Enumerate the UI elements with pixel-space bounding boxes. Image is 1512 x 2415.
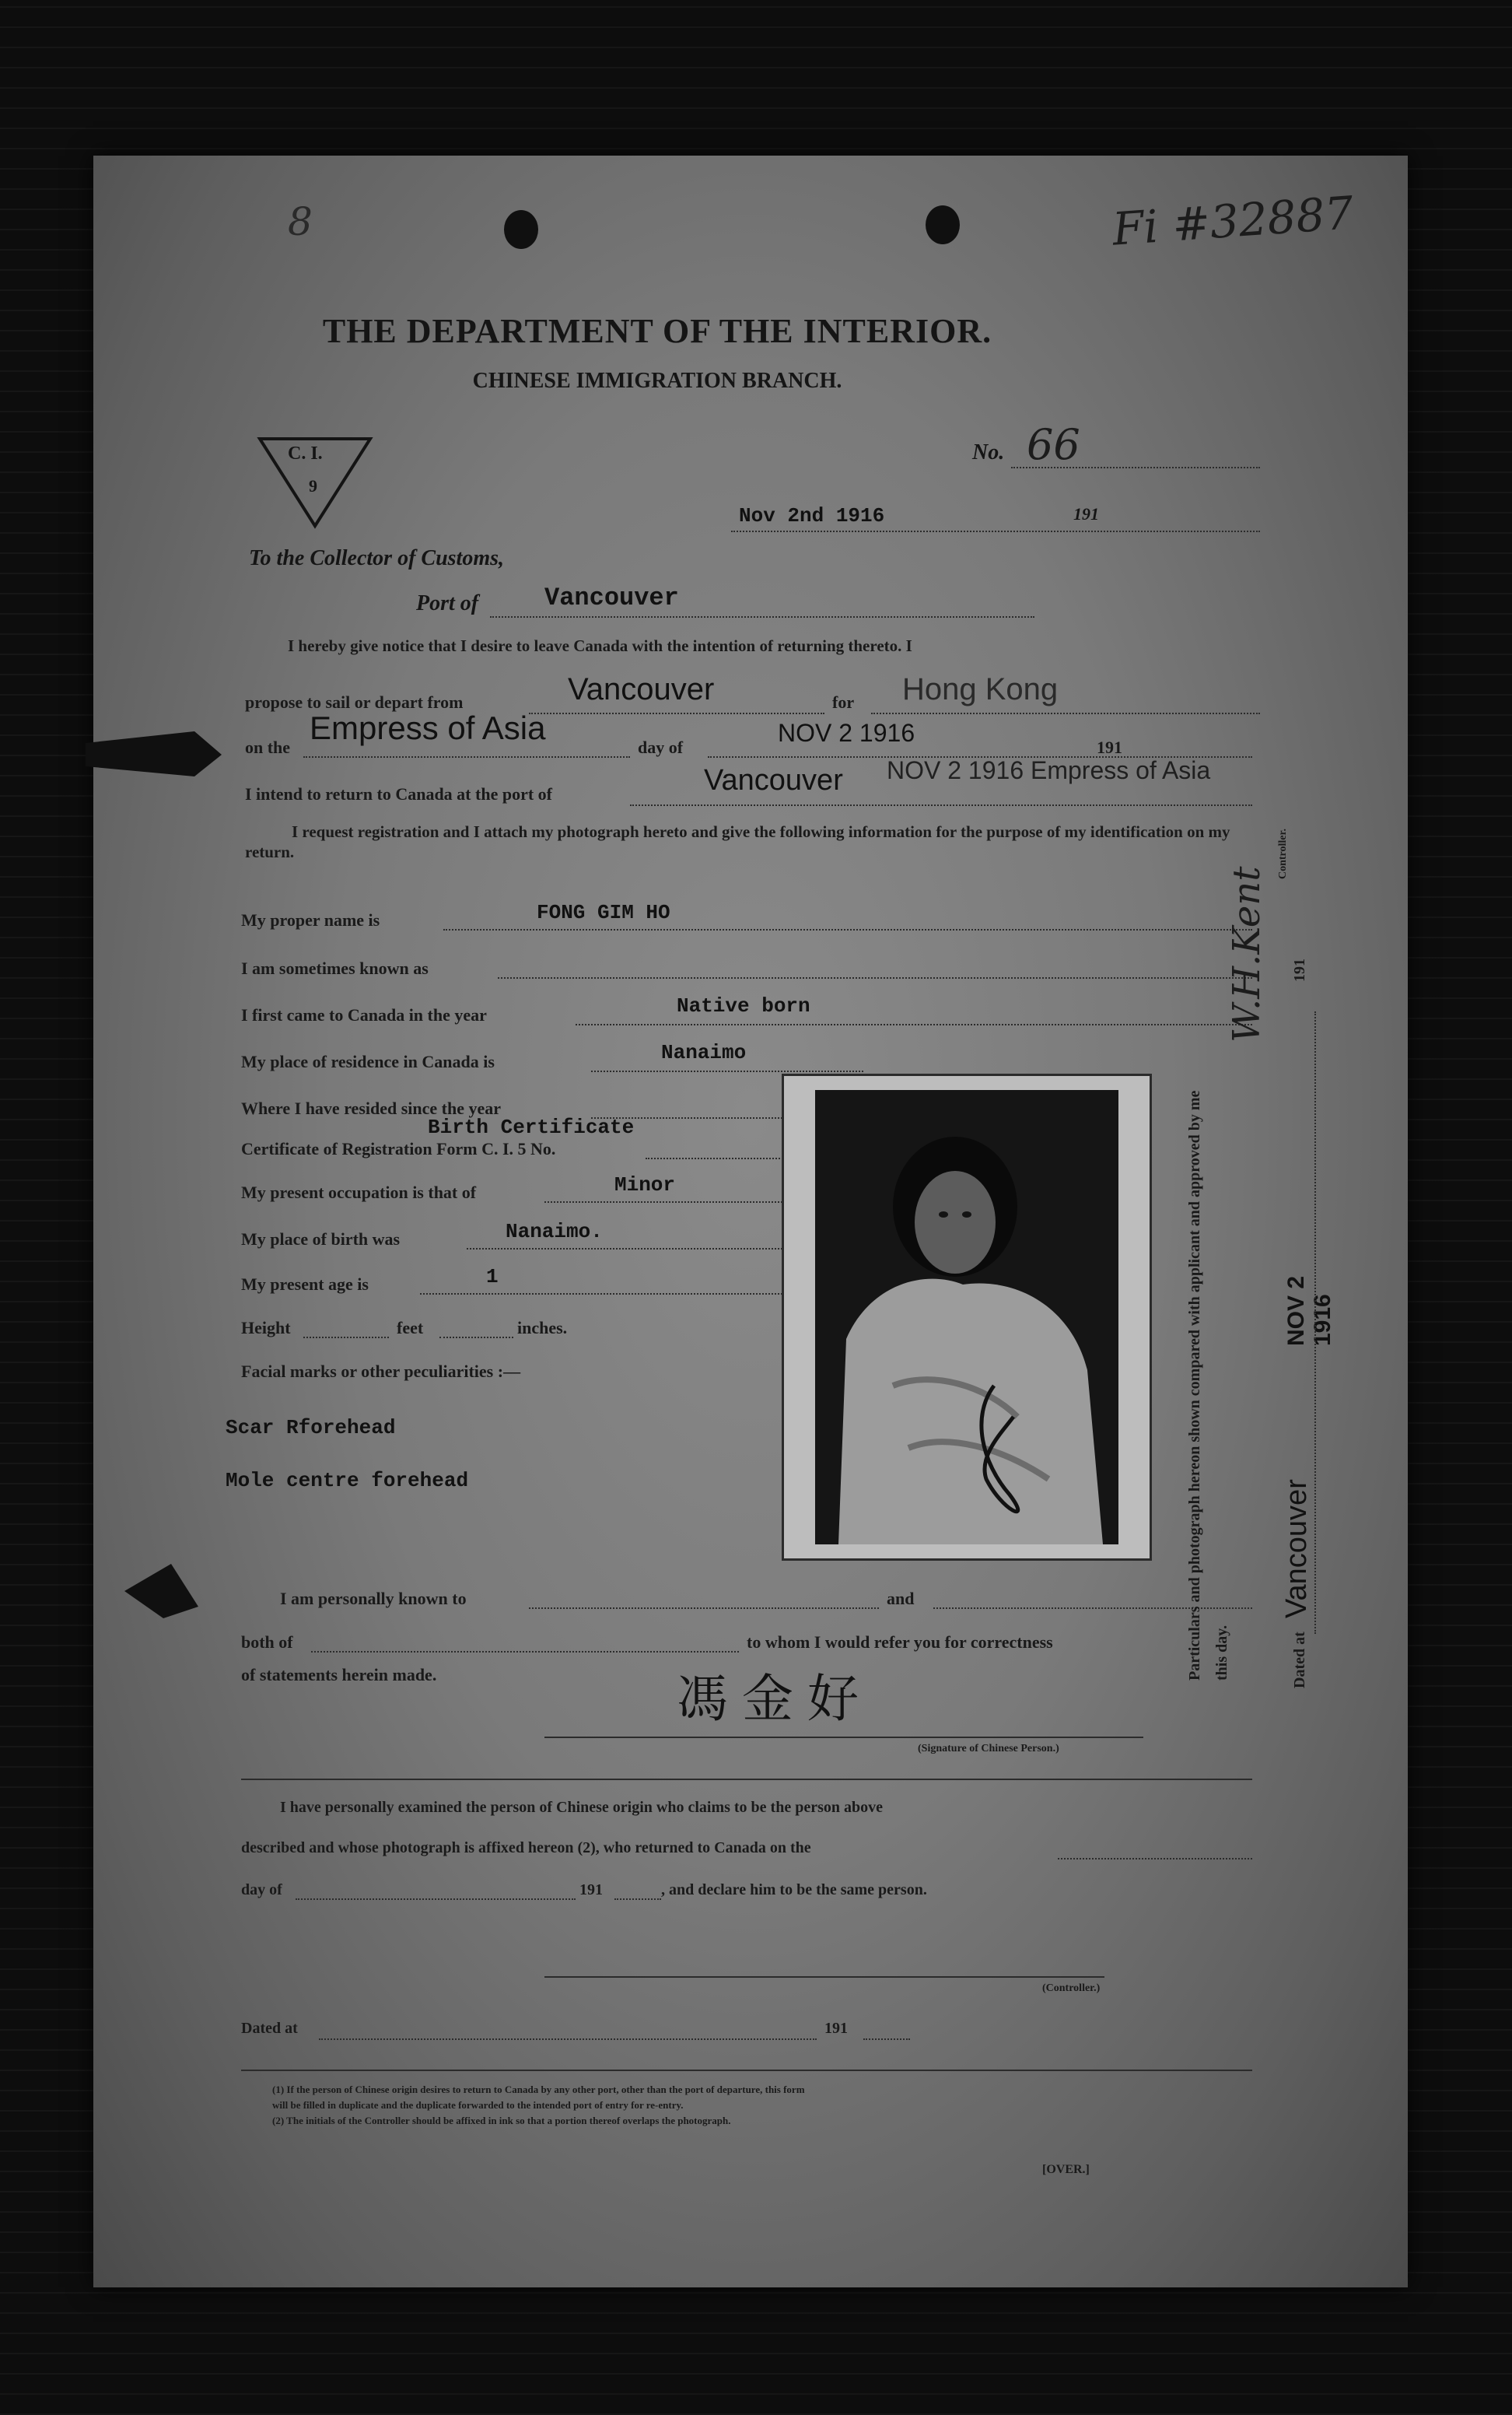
form-date-suffix: 191 <box>1073 504 1099 524</box>
field-residence-value: Nanaimo <box>661 1041 747 1064</box>
field-age-value: 1 <box>486 1265 499 1288</box>
dated-at-label: Dated at <box>241 2020 298 2037</box>
port-label: Port of <box>416 591 479 615</box>
footnote-3: (2) The initials of the Controller should be affixed in ink so that a portion thereof overlaps the photograph. <box>272 2115 731 2126</box>
side-certification: Particulars and photograph hereon shown compared with applicant and approved by me <box>1186 1090 1203 1681</box>
return-overlay-stamp: NOV 2 1916 Empress of Asia <box>887 756 1211 784</box>
known-to-label: I am personally known to <box>280 1589 467 1608</box>
examination-line-1: I have personally examined the person of Chinese origin who claims to be the person above <box>280 1799 883 1816</box>
for-label: for <box>832 692 855 712</box>
applicant-photograph-frame <box>782 1074 1152 1561</box>
field-occupation-label: My present occupation is that of <box>241 1183 477 1202</box>
field-residence-label: My place of residence in Canada is <box>241 1052 495 1071</box>
field-certificate-label: Certificate of Registration Form C. I. 5 No. <box>241 1139 556 1158</box>
addressee: To the Collector of Customs, <box>249 546 505 570</box>
department-title: THE DEPARTMENT OF THE INTERIOR. <box>322 312 992 350</box>
footnote-1: (1) If the person of Chinese origin desires to return to Canada by any other port, other than the port of departure, this form <box>272 2084 805 2095</box>
ship-name: Empress of Asia <box>310 710 546 746</box>
return-port: Vancouver <box>704 764 843 797</box>
examination-line-2: described and whose photograph is affixed hereon (2), who returned to Canada on the <box>241 1839 811 1856</box>
immigration-form <box>93 156 1408 2287</box>
field-proper-name-label: My proper name is <box>241 910 380 930</box>
field-first-came-label: I first came to Canada in the year <box>241 1005 487 1025</box>
binding-tab-lower <box>124 1564 202 1618</box>
exam-day-label: day of <box>241 1881 282 1898</box>
refer-label: to whom I would refer you for correctness <box>747 1632 1053 1652</box>
depart-from: Vancouver <box>568 672 715 706</box>
statements-label: of statements herein made. <box>241 1665 437 1684</box>
field-age-label: My present age is <box>241 1274 369 1294</box>
field-proper-name-value: FONG GIM HO <box>537 901 670 924</box>
exam-year-label: 191 <box>579 1881 603 1898</box>
height-label: Height <box>241 1318 291 1337</box>
no-label: No. <box>972 440 1005 464</box>
facial-mark-1: Scar Rforehead <box>226 1416 396 1439</box>
controller-caption: (Controller.) <box>1042 1982 1101 1994</box>
field-resided-since-label: Where I have resided since the year <box>241 1099 502 1118</box>
form-serial-number: 66 <box>1027 420 1080 469</box>
footnote-2: will be filled in duplicate and the duplicate forwarded to the intended port of entry for re-entry. <box>272 2099 684 2111</box>
punch-hole-left <box>504 210 538 249</box>
form-number: 9 <box>309 476 317 496</box>
facial-mark-2: Mole centre forehead <box>226 1469 469 1492</box>
side-year-label: 191 <box>1291 959 1308 982</box>
destination: Hong Kong <box>902 672 1059 706</box>
file-reference: Fi #32887 <box>1111 186 1356 256</box>
side-controller-label: Controller. <box>1277 829 1289 879</box>
branch-subtitle: CHINESE IMMIGRATION BRANCH. <box>472 369 842 393</box>
applicant-photograph <box>815 1090 1118 1544</box>
notice-text: I hereby give notice that I desire to leave Canada with the intention of returning thereto. I <box>288 636 912 655</box>
signature-caption: (Signature of Chinese Person.) <box>918 1743 1059 1754</box>
height-inches-label: inches. <box>517 1318 568 1337</box>
propose-label: propose to sail or depart from <box>245 692 464 712</box>
side-dated-at: Dated at <box>1291 1632 1308 1688</box>
on-the-label: on the <box>245 738 291 757</box>
both-of-label: both of <box>241 1632 293 1652</box>
field-first-came-value: Native born <box>677 994 810 1018</box>
side-controller-initials: W.H.Kent <box>1225 866 1269 1043</box>
request-text: I request registration and I attach my photograph hereto and give the following information for the purpose of my identification on my return. <box>245 822 1230 861</box>
day-of-label: day of <box>638 738 684 757</box>
field-certificate-value: Birth Certificate <box>428 1116 635 1139</box>
field-occupation-value: Minor <box>614 1173 676 1197</box>
and-label: and <box>887 1589 915 1608</box>
port-value: Vancouver <box>544 584 679 612</box>
chinese-signature: 馮金好 <box>677 1669 873 1729</box>
side-stamp-date: NOV 2 1916 <box>1283 1275 1335 1346</box>
over-mark: [OVER.] <box>1042 2163 1090 2176</box>
height-feet-label: feet <box>397 1318 424 1337</box>
field-birthplace-value: Nanaimo. <box>506 1220 603 1243</box>
field-birthplace-label: My place of birth was <box>241 1229 401 1249</box>
facial-marks-label: Facial marks or other peculiarities :— <box>241 1362 521 1381</box>
form-code: C. I. <box>288 443 323 464</box>
sail-date: NOV 2 1916 <box>778 719 915 747</box>
side-stamp-city: Vancouver <box>1280 1479 1313 1618</box>
corner-mark: 8 <box>288 199 313 244</box>
return-label: I intend to return to Canada at the port of <box>245 784 552 804</box>
punch-hole-right <box>926 205 960 244</box>
form-date: Nov 2nd 1916 <box>739 504 885 528</box>
field-known-as-label: I am sometimes known as <box>241 959 429 978</box>
sail-year-suffix: 191 <box>1097 738 1122 757</box>
binding-tab-upper <box>86 731 226 778</box>
exam-declare-text: , and declare him to be the same person. <box>661 1881 927 1898</box>
dated-year-label: 191 <box>824 2020 848 2037</box>
side-this-day: this day. <box>1213 1625 1230 1681</box>
